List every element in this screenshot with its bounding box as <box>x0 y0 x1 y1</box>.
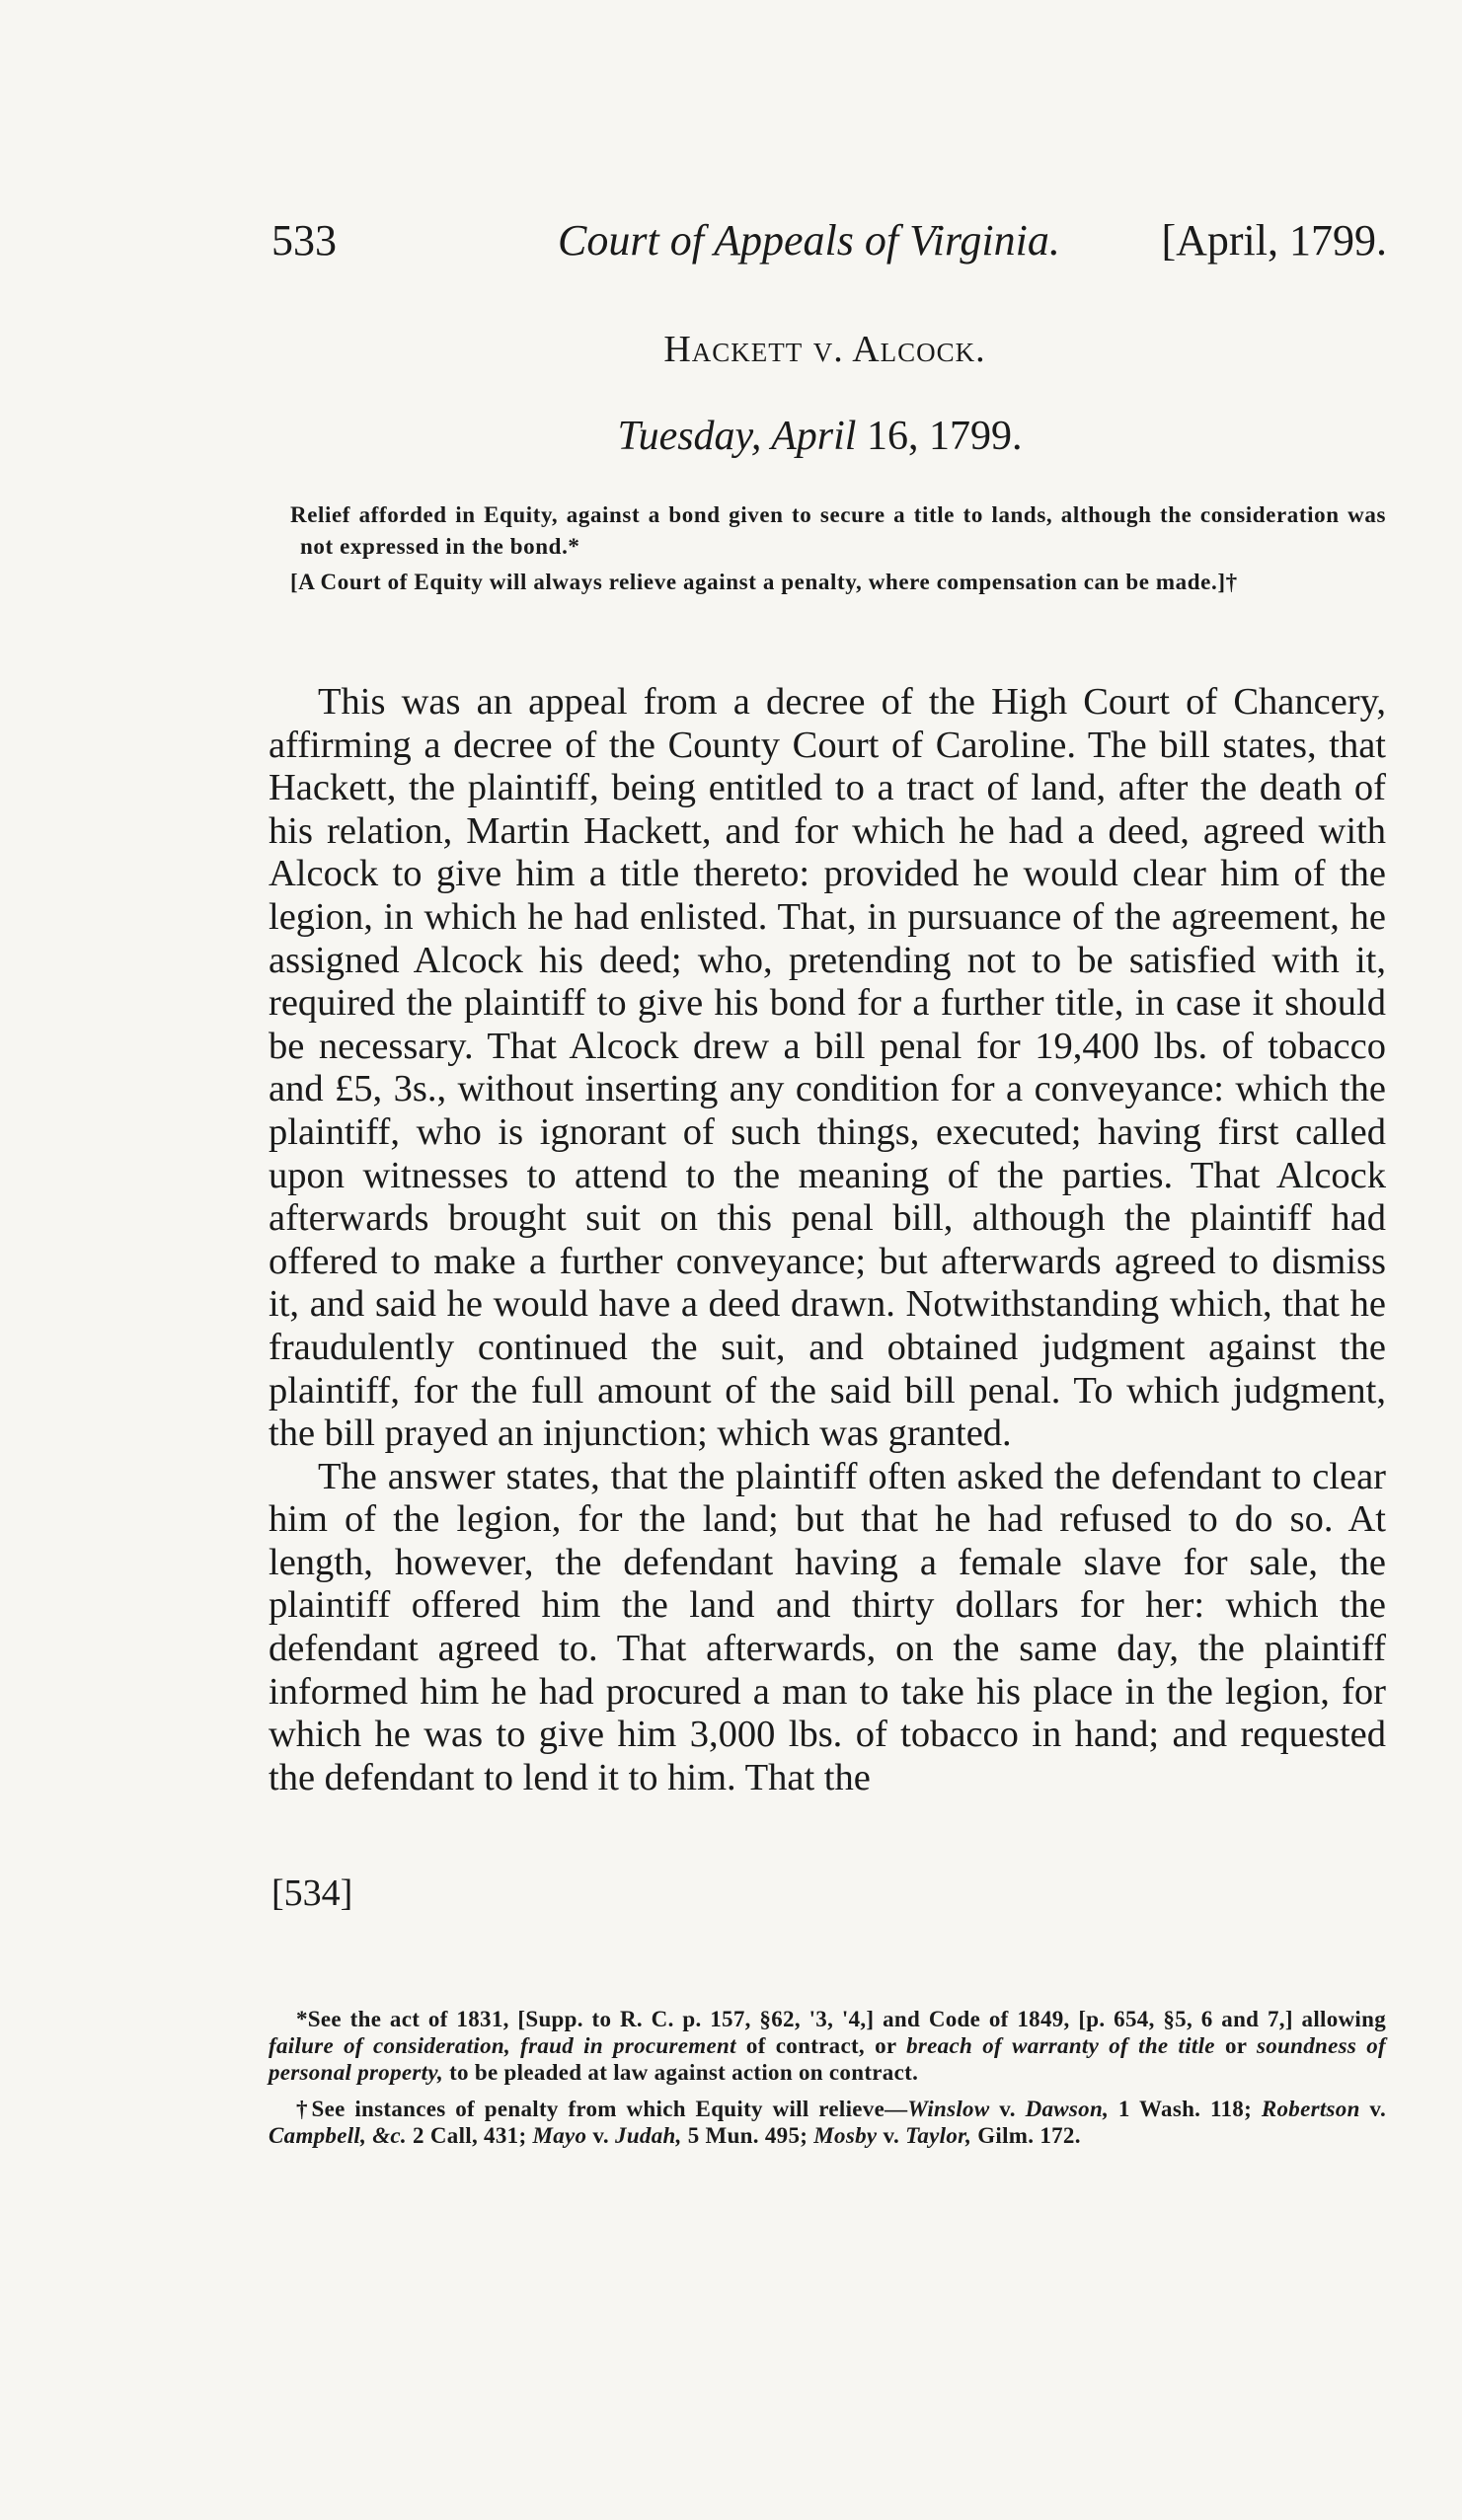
footnote-text: 5 Mun. 495; <box>681 2123 814 2148</box>
footnote-italic: failure of consideration, fraud in procurement <box>269 2033 736 2058</box>
footnote-text: v. <box>877 2123 906 2148</box>
footnote-text: 2 Call, 431; <box>406 2123 533 2148</box>
case-citation: Robertson <box>1261 2097 1360 2121</box>
footnote-text: †See instances of penalty from which Equity will relieve— <box>296 2097 908 2121</box>
case-citation: Dawson, <box>1025 2097 1110 2121</box>
footnote <box>269 2006 1386 2086</box>
case-citation: Campbell, &c. <box>269 2123 407 2148</box>
case-citation: Winslow <box>907 2097 990 2121</box>
case-date-day: Tuesday, April <box>617 414 857 459</box>
footnote-text: Gilm. 172. <box>971 2123 1081 2148</box>
case-citation: Judah, <box>615 2123 682 2148</box>
running-head <box>271 215 1387 274</box>
footnote-text: *See the act of 1831, [Supp. to R. C. p. 157, §62, '3, '4,] and Code of 1849, [p. 654, §5, 6 and 7,] allowing <box>296 2007 1386 2031</box>
court-name: Court of Appeals of Virginia. <box>558 216 1060 265</box>
headnote: [A Court of Equity will always relieve against a penalty, where compensation can be made.]† <box>290 570 1238 594</box>
footnote-text: v. <box>586 2123 616 2148</box>
margin-page-reference: [534] <box>271 1872 353 1914</box>
page-number: 533 <box>271 216 337 265</box>
footnote-text: 1 Wash. 118; <box>1109 2097 1262 2121</box>
footnote-text: to be pleaded at law against action on contract. <box>443 2060 919 2085</box>
case-title: Hackett v. Alcock. <box>663 329 986 370</box>
footnote-text: of contract, or <box>735 2033 907 2058</box>
paragraph: This was an appeal from a decree of the High Court of Chancery, affirming a decree of the County Court of Caroline. The bill states, that Hackett, the plaintiff, being entitled to a tract of land, after the death of his relation, Martin Hackett, and for which he had a deed, agreed with Alcock to give him a title thereto: provided he would clear him of the legion, in which he had enlisted. That, in pursuance of the agreement, he assigned Alcock his deed; who, pretending not to be satisfied with it, required the plaintiff to give his bond for a further title, in case it should be necessary. That Alcock drew a bill penal for 19,400 lbs. of tobacco and £5, 3s., without inserting any condition for a conveyance: which the plaintiff, who is ignorant of such things, executed; having first called upon witnesses to attend to the meaning of the parties. That Alcock afterwards brought suit on this penal bill, although the plaintiff had offered to make a further conveyance; but afterwards agreed to dismiss it, and said he would have a deed drawn. Notwithstanding which, that he fraudulently continued the suit, and obtained judgment against the plaintiff, for the full amount of the said bill penal. To which judgment, the bill prayed an injunction; which was granted. <box>269 681 1386 1455</box>
footnote-text: v. <box>1359 2097 1387 2121</box>
footnote-italic: soundness of personal property, <box>269 2033 1387 2085</box>
footnotes <box>269 2006 1386 2159</box>
case-citation: Mosby <box>813 2123 878 2148</box>
term-date: [April, 1799. <box>1161 216 1387 265</box>
headnote: Relief afforded in Equity, against a bond given to secure a title to lands, although the consideration was not expressed in the bond.* <box>290 502 1386 559</box>
footnote <box>269 2096 1386 2149</box>
case-date <box>0 413 1462 460</box>
case-citation: Taylor, <box>905 2123 972 2148</box>
opinion-body <box>269 681 1386 1799</box>
case-date-rest: 16, 1799. <box>856 414 1023 459</box>
headnotes <box>269 499 1386 602</box>
case-citation: Mayo <box>532 2123 587 2148</box>
paragraph: The answer states, that the plaintiff often asked the defendant to clear him of the legion, for the land; but that he had refused to do so. At length, however, the defendant having a female slave for sale, the plaintiff offered him the land and thirty dollars for her: which the defendant agreed to. That afterwards, on the same day, the plaintiff informed him he had procured a man to take his place in the legion, for which he was to give him 3,000 lbs. of tobacco in hand; and requested the defendant to lend it to him. That the <box>269 1455 1386 1798</box>
footnote-text: or <box>1214 2033 1257 2058</box>
footnote-text: v. <box>989 2097 1026 2121</box>
footnote-italic: breach of warranty of the title <box>906 2033 1215 2058</box>
